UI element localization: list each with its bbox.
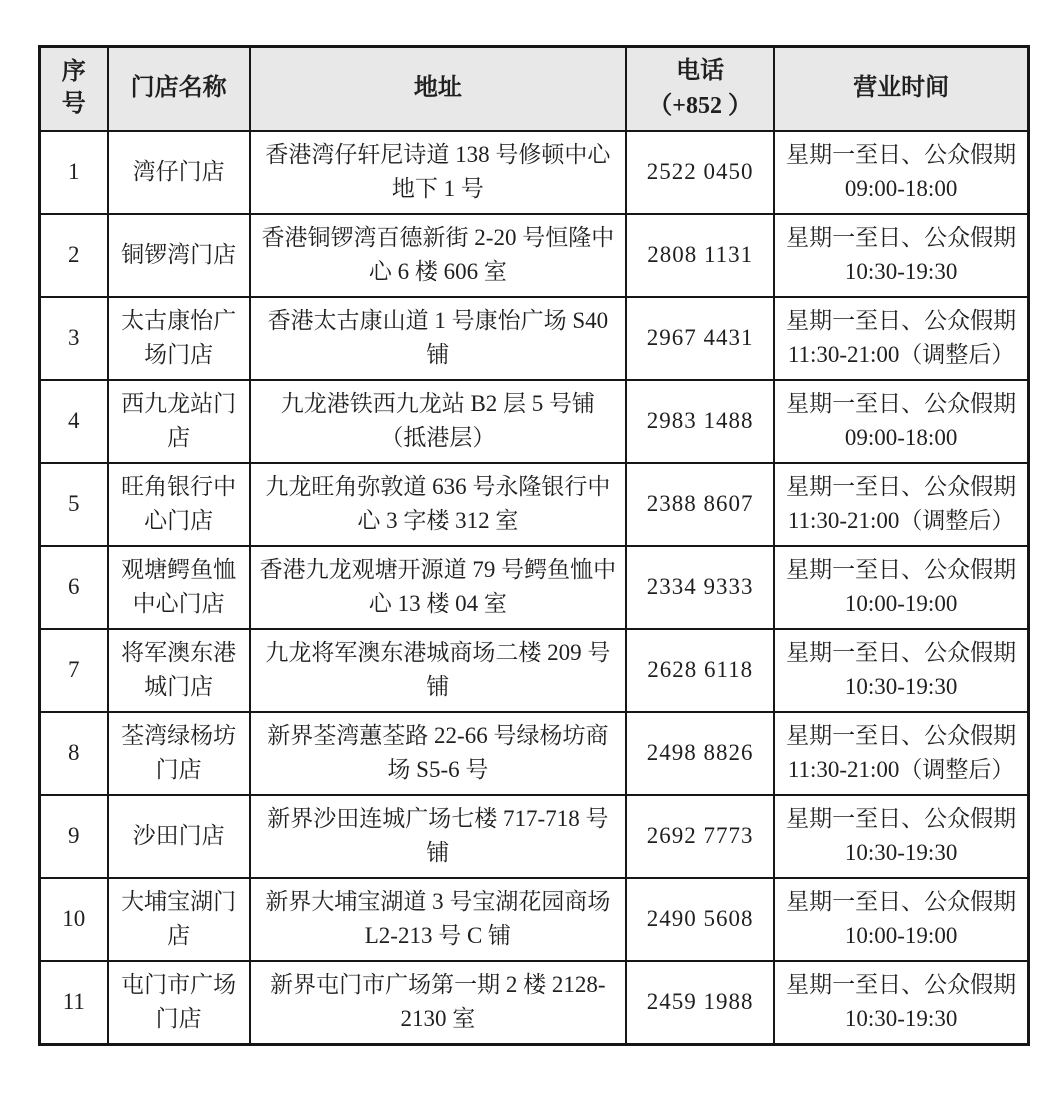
table-row xyxy=(40,629,1029,712)
header-phone-line1: 电话 xyxy=(676,58,725,84)
table-row xyxy=(40,546,1029,629)
cell-phone: 2334 9333 xyxy=(626,546,774,629)
cell-hours: 星期一至日、公众假期 10:30-19:30 xyxy=(774,795,1028,878)
cell-store-name: 将军澳东港城门店 xyxy=(108,629,250,712)
cell-index: 9 xyxy=(40,795,108,878)
table-header-row xyxy=(40,47,1029,131)
cell-address: 新界沙田连城广场七楼 717-718 号铺 xyxy=(250,795,626,878)
cell-address: 香港九龙观塘开源道 79 号鳄鱼恤中心 13 楼 04 室 xyxy=(250,546,626,629)
cell-phone: 2692 7773 xyxy=(626,795,774,878)
cell-address: 九龙将军澳东港城商场二楼 209 号铺 xyxy=(250,629,626,712)
table-row xyxy=(40,795,1029,878)
cell-phone: 2808 1131 xyxy=(626,214,774,297)
table-row xyxy=(40,463,1029,546)
cell-index: 5 xyxy=(40,463,108,546)
header-index-label: 序号 xyxy=(61,58,86,118)
table-row xyxy=(40,878,1029,961)
cell-phone: 2522 0450 xyxy=(626,131,774,214)
cell-store-name: 大埔宝湖门店 xyxy=(108,878,250,961)
cell-index: 7 xyxy=(40,629,108,712)
cell-address: 新界屯门市广场第一期 2 楼 2128-2130 室 xyxy=(250,961,626,1045)
header-address: 地址 xyxy=(250,47,626,131)
header-phone xyxy=(626,47,774,131)
cell-hours: 星期一至日、公众假期 10:30-19:30 xyxy=(774,214,1028,297)
cell-store-name: 太古康怡广场门店 xyxy=(108,297,250,380)
cell-store-name: 观塘鳄鱼恤中心门店 xyxy=(108,546,250,629)
table-row xyxy=(40,961,1029,1045)
cell-phone: 2490 5608 xyxy=(626,878,774,961)
cell-phone: 2388 8607 xyxy=(626,463,774,546)
cell-hours: 星期一至日、公众假期 09:00-18:00 xyxy=(774,380,1028,463)
header-store-name: 门店名称 xyxy=(108,47,250,131)
cell-phone: 2459 1988 xyxy=(626,961,774,1045)
table-row xyxy=(40,380,1029,463)
cell-store-name: 湾仔门店 xyxy=(108,131,250,214)
cell-phone: 2983 1488 xyxy=(626,380,774,463)
cell-hours: 星期一至日、公众假期 10:30-19:30 xyxy=(774,961,1028,1045)
cell-index: 10 xyxy=(40,878,108,961)
cell-hours: 星期一至日、公众假期 10:00-19:00 xyxy=(774,878,1028,961)
header-index xyxy=(40,47,108,131)
cell-index: 2 xyxy=(40,214,108,297)
cell-store-name: 沙田门店 xyxy=(108,795,250,878)
cell-hours: 星期一至日、公众假期 10:30-19:30 xyxy=(774,629,1028,712)
table-row xyxy=(40,214,1029,297)
cell-hours: 星期一至日、公众假期 11:30-21:00（调整后） xyxy=(774,297,1028,380)
cell-store-name: 铜锣湾门店 xyxy=(108,214,250,297)
cell-hours: 星期一至日、公众假期 11:30-21:00（调整后） xyxy=(774,712,1028,795)
cell-address: 香港铜锣湾百德新街 2-20 号恒隆中心 6 楼 606 室 xyxy=(250,214,626,297)
cell-address: 香港太古康山道 1 号康怡广场 S40 铺 xyxy=(250,297,626,380)
cell-address: 九龙旺角弥敦道 636 号永隆银行中心 3 字楼 312 室 xyxy=(250,463,626,546)
cell-index: 4 xyxy=(40,380,108,463)
cell-hours: 星期一至日、公众假期 11:30-21:00（调整后） xyxy=(774,463,1028,546)
cell-store-name: 旺角银行中心门店 xyxy=(108,463,250,546)
header-hours: 营业时间 xyxy=(774,47,1028,131)
cell-hours: 星期一至日、公众假期 10:00-19:00 xyxy=(774,546,1028,629)
cell-index: 6 xyxy=(40,546,108,629)
cell-index: 3 xyxy=(40,297,108,380)
cell-index: 11 xyxy=(40,961,108,1045)
cell-store-name: 荃湾绿杨坊门店 xyxy=(108,712,250,795)
cell-index: 8 xyxy=(40,712,108,795)
table-row xyxy=(40,297,1029,380)
cell-store-name: 西九龙站门店 xyxy=(108,380,250,463)
cell-phone: 2967 4431 xyxy=(626,297,774,380)
table-body xyxy=(40,131,1029,1045)
table-row xyxy=(40,131,1029,214)
cell-store-name: 屯门市广场门店 xyxy=(108,961,250,1045)
cell-index: 1 xyxy=(40,131,108,214)
cell-address: 九龙港铁西九龙站 B2 层 5 号铺 （抵港层） xyxy=(250,380,626,463)
cell-address: 新界大埔宝湖道 3 号宝湖花园商场 L2-213 号 C 铺 xyxy=(250,878,626,961)
store-directory xyxy=(38,45,1030,1046)
store-table xyxy=(38,45,1030,1046)
cell-hours: 星期一至日、公众假期 09:00-18:00 xyxy=(774,131,1028,214)
cell-address: 香港湾仔轩尼诗道 138 号修顿中心地下 1 号 xyxy=(250,131,626,214)
header-phone-line2: （+852 ） xyxy=(648,92,752,119)
cell-phone: 2498 8826 xyxy=(626,712,774,795)
table-row xyxy=(40,712,1029,795)
cell-address: 新界荃湾蕙荃路 22-66 号绿杨坊商场 S5-6 号 xyxy=(250,712,626,795)
cell-phone: 2628 6118 xyxy=(626,629,774,712)
